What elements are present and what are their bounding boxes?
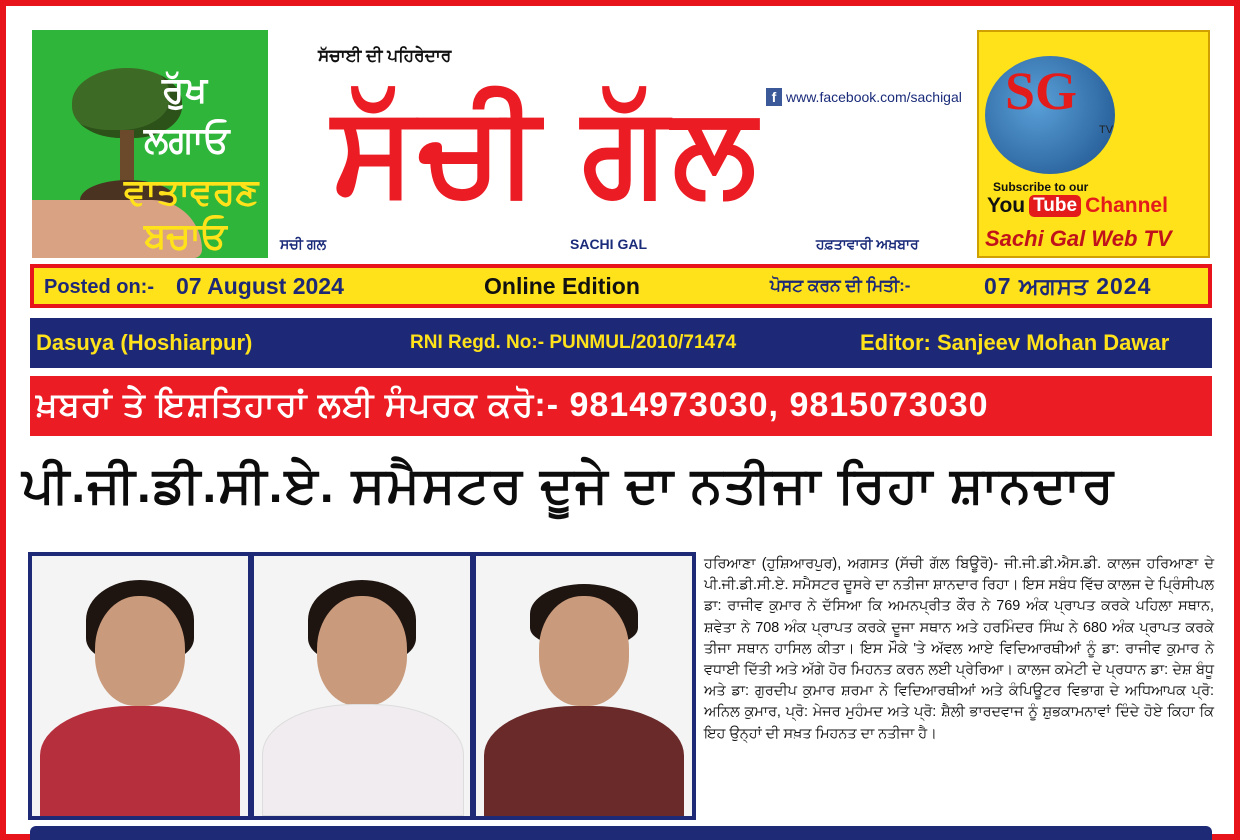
student-photo-1 bbox=[32, 556, 248, 816]
posted-date: 07 August 2024 bbox=[176, 273, 344, 299]
youtube-you: You bbox=[987, 194, 1026, 217]
student-photo-2 bbox=[254, 556, 470, 816]
newspaper-title: ਸੱਚੀ ਗੱਲ bbox=[332, 82, 761, 220]
posted-date-punjabi: 07 ਅਗਸਤ 2024 bbox=[984, 273, 1152, 299]
edition-label: Online Edition bbox=[484, 273, 640, 299]
sg-logo: SG bbox=[1005, 61, 1078, 121]
posted-label-punjabi: ਪੋਸਟ ਕਰਨ ਦੀ ਮਿਤੀ:- bbox=[770, 276, 911, 295]
posted-on-bar bbox=[30, 264, 1212, 308]
location-label: Dasuya (Hoshiarpur) bbox=[36, 330, 253, 355]
masthead-sub-right: ਹਫ਼ਤਾਵਾਰੀ ਅਖ਼ਬਾਰ bbox=[816, 236, 919, 252]
info-bar bbox=[30, 318, 1212, 368]
article-body: ਹਰਿਆਣਾ (ਹੁਸ਼ਿਆਰਪੁਰ), ਅਗਸਤ (ਸੱਚੀ ਗੱਲ ਬਿਊਰੋ)- ਜੀ.ਜੀ.ਡੀ.ਐਸ.ਡੀ. ਕਾਲਜ ਹਰਿਆਣਾ ਦੇ ਪੀ.ਜੀ.ਡੀ.ਸੀ.ਏ. ਸਮੈਸਟਰ ਦੂਸਰੇ ਦਾ ਨਤੀਜਾ ਸ਼ਾਨਦਾਰ ਰਿਹਾ। ਇਸ ਸਬੰਧ ਵਿੱਚ ਕਾਲਜ ਦੇ ਪ੍ਰਿੰਸੀਪਲ ਡਾ: ਰਾਜੀਵ ਕੁਮਾਰ ਨੇ ਦੱਸਿਆ ਕਿ ਅਮਨਪ੍ਰੀਤ ਕੌਰ ਨੇ 769 ਅੰਕ ਪ੍ਰਾਪਤ ਕਰਕੇ ਪਹਿਲਾ ਸਥਾਨ, ਸ਼ਵੇਤਾ ਨੇ 708 ਅੰਕ ਪ੍ਰਾਪਤ ਕਰਕੇ ਦੂਜਾ ਸਥਾਨ ਅਤੇ ਹਰਮਿੰਦਰ ਸਿੰਘ ਨੇ 680 ਅੰਕ ਪ੍ਰਾਪਤ ਕਰਕੇ ਤੀਜਾ ਸਥਾਨ ਹਾਸਿਲ ਕੀਤਾ। ਇਸ ਮੌਕੇ 'ਤੇ ਅੱਵਲ ਆਏ ਵਿਦਿਆਰਥੀਆਂ ਨੂੰ ਡਾ: ਰਾਜੀਵ ਕੁਮਾਰ ਨੇ ਵਧਾਈ ਦਿੱਤੀ ਅਤੇ ਅੱਗੇ ਹੋਰ ਮਿਹਨਤ ਕਰਨ ਲਈ ਪ੍ਰੇਰਿਆ। ਕਾਲਜ ਕਮੇਟੀ ਦੇ ਪ੍ਰਧਾਨ ਡਾ: ਦੇਸ਼ ਬੰਧੂ ਅਤੇ ਡਾ: ਗੁਰਦੀਪ ਕੁਮਾਰ ਸ਼ਰਮਾ ਨੇ ਵਿਦਿਆਰਥੀਆਂ ਅਤੇ ਕੰਪਿਊਟਰ ਵਿਭਾਗ ਦੇ ਅਧਿਆਪਕ ਪ੍ਰੋ: ਅਨਿਲ ਕੁਮਾਰ, ਪ੍ਰੋ: ਮੇਜਰ ਮੁਹੰਮਦ ਅਤੇ ਪ੍ਰੋ: ਸ਼ੈਲੀ ਭਾਰਦਵਾਜ ਨੂੰ ਸ਼ੁਭਕਾਮਨਾਵਾਂ ਦਿੰਦੇ ਹੋਏ ਕਿਹਾ ਕਿ ਇਹ ਉਨ੍ਹਾਂ ਦੀ ਸਖ਼ਤ ਮਿਹਨਤ ਦਾ ਨਤੀਜਾ ਹੈ। bbox=[704, 556, 1214, 742]
masthead-sub-center: SACHI GAL bbox=[570, 236, 647, 252]
subscribe-text: Subscribe to our bbox=[993, 180, 1089, 194]
bottom-band bbox=[30, 826, 1212, 840]
masthead-tagline: ਸੱਚਾਈ ਦੀ ਪਹਿਰੇਦਾਰ bbox=[318, 46, 452, 65]
ad-line-3: ਵਾਤਾਵਰਣ bbox=[124, 171, 259, 212]
youtube-channel: Channel bbox=[1085, 194, 1168, 217]
student-photos bbox=[28, 552, 696, 820]
masthead-sub-left: ਸਚੀ ਗਲ bbox=[280, 236, 327, 252]
ad-line-2: ਲਗਾਓ bbox=[144, 119, 230, 160]
posted-label: Posted on:- bbox=[44, 276, 154, 298]
ad-line-1: ਰੁੱਖ bbox=[162, 69, 208, 110]
editor-name: Editor: Sanjeev Mohan Dawar bbox=[860, 330, 1170, 355]
facebook-link[interactable] bbox=[766, 88, 962, 106]
youtube-tube: Tube bbox=[1029, 195, 1081, 217]
article-headline: ਪੀ.ਜੀ.ਡੀ.ਸੀ.ਏ. ਸਮੈਸਟਰ ਦੂਜੇ ਦਾ ਨਤੀਜਾ ਰਿਹਾ ਸ਼ਾਨਦਾਰ bbox=[22, 457, 1116, 513]
contact-bar bbox=[30, 376, 1212, 436]
student-photo-3 bbox=[476, 556, 692, 816]
facebook-url: www.facebook.com/sachigal bbox=[786, 89, 962, 105]
sg-tv-label: TV bbox=[1099, 124, 1114, 136]
ad-line-4: ਬਚਾਓ bbox=[144, 215, 227, 256]
facebook-icon: f bbox=[766, 88, 782, 106]
tree-ad-banner bbox=[32, 30, 268, 258]
youtube-logo bbox=[987, 194, 1168, 218]
web-tv-label: Sachi Gal Web TV bbox=[985, 226, 1172, 251]
contact-text: ਖ਼ਬਰਾਂ ਤੇ ਇਸ਼ਤਿਹਾਰਾਂ ਲਈ ਸੰਪਰਕ ਕਰੋ:- 9814973030, 9815073030 bbox=[36, 386, 989, 424]
rni-number: RNI Regd. No:- PUNMUL/2010/71474 bbox=[410, 332, 737, 353]
youtube-ad-banner[interactable] bbox=[977, 30, 1210, 258]
